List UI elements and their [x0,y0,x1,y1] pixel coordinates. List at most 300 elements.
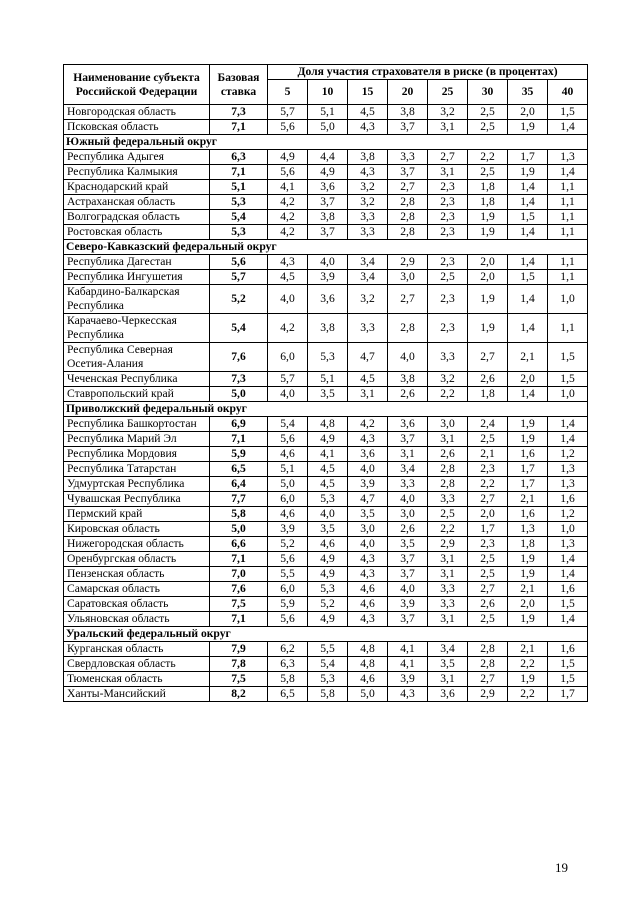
table-row [64,314,588,343]
share-value-cell: 1,4 [508,180,548,195]
share-value-cell: 2,3 [428,195,468,210]
table-row [64,225,588,240]
share-value-cell: 2,2 [508,687,548,702]
table-row [64,477,588,492]
base-rate-cell: 5,1 [210,180,268,195]
share-value-cell: 6,0 [268,582,308,597]
share-value-cell: 1,0 [548,522,588,537]
share-value-cell: 2,3 [428,225,468,240]
share-value-cell: 5,7 [268,372,308,387]
share-value-cell: 1,6 [508,507,548,522]
region-name: Республика Северная Осетия-Алания [64,343,210,372]
share-value-cell: 2,7 [428,150,468,165]
share-value-cell: 5,7 [268,105,308,120]
share-value-cell: 1,4 [508,314,548,343]
share-value-cell: 3,6 [308,285,348,314]
share-value-cell: 2,2 [508,657,548,672]
share-value-cell: 4,3 [348,567,388,582]
share-value-cell: 4,1 [388,642,428,657]
percent-header-10: 10 [308,80,348,105]
share-value-cell: 4,8 [348,642,388,657]
share-value-cell: 3,8 [348,150,388,165]
base-rate-cell: 7,5 [210,672,268,687]
share-value-cell: 2,5 [468,105,508,120]
share-value-cell: 2,1 [468,447,508,462]
region-name: Свердловская область [64,657,210,672]
share-value-cell: 1,7 [548,687,588,702]
region-name: Удмуртская Республика [64,477,210,492]
share-value-cell: 1,1 [548,180,588,195]
share-value-cell: 1,1 [548,314,588,343]
table-row [64,612,588,627]
share-value-cell: 3,7 [308,225,348,240]
table-row [64,507,588,522]
region-name: Краснодарский край [64,180,210,195]
base-rate-cell: 5,4 [210,314,268,343]
share-value-cell: 2,2 [428,522,468,537]
share-value-cell: 4,5 [268,270,308,285]
share-value-cell: 4,5 [348,105,388,120]
share-value-cell: 1,8 [508,537,548,552]
share-value-cell: 1,9 [508,612,548,627]
region-name: Новгородская область [64,105,210,120]
region-name: Республика Татарстан [64,462,210,477]
table-row [64,447,588,462]
share-value-cell: 3,5 [308,522,348,537]
share-value-cell: 1,4 [508,225,548,240]
share-value-cell: 5,0 [268,477,308,492]
share-value-cell: 4,9 [308,552,348,567]
share-value-cell: 2,7 [388,285,428,314]
share-value-cell: 1,9 [508,432,548,447]
share-value-cell: 2,3 [428,255,468,270]
share-value-cell: 2,3 [428,285,468,314]
base-rate-cell: 6,6 [210,537,268,552]
percent-header-5: 5 [268,80,308,105]
share-value-cell: 3,2 [428,105,468,120]
base-rate-cell: 7,3 [210,372,268,387]
share-value-cell: 3,6 [388,417,428,432]
share-value-cell: 1,7 [468,522,508,537]
region-name: Республика Калмыкия [64,165,210,180]
share-value-cell: 3,7 [308,195,348,210]
region-name: Оренбургская область [64,552,210,567]
share-value-cell: 1,1 [548,195,588,210]
share-value-cell: 2,6 [388,387,428,402]
share-value-cell: 3,2 [348,180,388,195]
share-value-cell: 2,7 [468,672,508,687]
base-rate-cell: 5,9 [210,447,268,462]
table-row [64,657,588,672]
share-value-cell: 1,1 [548,270,588,285]
share-value-cell: 4,0 [388,582,428,597]
share-value-cell: 1,5 [548,657,588,672]
share-value-cell: 1,0 [548,285,588,314]
share-value-cell: 1,3 [548,477,588,492]
share-value-cell: 2,1 [508,343,548,372]
base-rate-cell: 7,8 [210,657,268,672]
share-value-cell: 3,2 [428,372,468,387]
table-row [64,492,588,507]
share-value-cell: 3,1 [428,552,468,567]
share-value-cell: 4,2 [268,225,308,240]
table-row [64,672,588,687]
table-row [64,180,588,195]
share-value-cell: 1,4 [548,417,588,432]
share-value-cell: 2,0 [508,597,548,612]
share-value-cell: 2,5 [468,567,508,582]
share-value-cell: 1,2 [548,507,588,522]
share-value-cell: 4,3 [268,255,308,270]
percent-header-40: 40 [548,80,588,105]
share-value-cell: 3,9 [388,672,428,687]
share-value-cell: 3,0 [388,507,428,522]
share-value-cell: 1,5 [548,105,588,120]
share-value-cell: 5,0 [348,687,388,702]
base-rate-cell: 5,8 [210,507,268,522]
share-value-cell: 1,9 [508,120,548,135]
insurance-rates-table [63,64,588,702]
share-value-cell: 3,3 [428,343,468,372]
share-value-cell: 4,2 [348,417,388,432]
share-value-cell: 3,3 [428,492,468,507]
base-rate-cell: 6,5 [210,462,268,477]
share-value-cell: 2,6 [428,447,468,462]
share-value-cell: 4,7 [348,343,388,372]
share-value-cell: 4,0 [268,285,308,314]
table-row [64,270,588,285]
share-value-cell: 4,6 [268,507,308,522]
share-value-cell: 1,4 [508,255,548,270]
share-value-cell: 3,4 [428,642,468,657]
base-rate-cell: 7,6 [210,582,268,597]
share-value-cell: 3,7 [388,552,428,567]
share-value-cell: 1,1 [548,225,588,240]
base-rate-cell: 5,0 [210,387,268,402]
share-value-cell: 1,5 [548,343,588,372]
share-value-cell: 4,1 [388,657,428,672]
share-value-cell: 2,0 [468,255,508,270]
share-value-cell: 5,2 [308,597,348,612]
share-value-cell: 5,3 [308,672,348,687]
share-value-cell: 4,6 [348,582,388,597]
base-rate-cell: 7,1 [210,120,268,135]
percent-header-35: 35 [508,80,548,105]
share-value-cell: 1,5 [508,210,548,225]
share-value-cell: 1,3 [548,150,588,165]
district-header-row [64,135,588,150]
table-row [64,285,588,314]
share-value-cell: 3,6 [308,180,348,195]
share-value-cell: 4,6 [348,597,388,612]
share-value-cell: 2,9 [388,255,428,270]
share-value-cell: 4,8 [348,657,388,672]
share-value-cell: 3,4 [348,255,388,270]
table-row [64,552,588,567]
share-value-cell: 4,5 [308,462,348,477]
share-value-cell: 3,8 [308,314,348,343]
base-rate-cell: 5,0 [210,522,268,537]
share-value-cell: 3,3 [388,150,428,165]
share-value-cell: 1,4 [548,612,588,627]
share-value-cell: 6,0 [268,492,308,507]
share-value-cell: 5,1 [308,372,348,387]
share-value-cell: 2,8 [428,477,468,492]
percent-header-20: 20 [388,80,428,105]
share-value-cell: 4,9 [268,150,308,165]
base-rate-cell: 7,0 [210,567,268,582]
share-value-cell: 1,5 [508,270,548,285]
share-value-cell: 1,0 [548,387,588,402]
share-value-cell: 1,1 [548,255,588,270]
share-value-cell: 2,8 [468,642,508,657]
share-value-cell: 1,2 [548,447,588,462]
table-row [64,522,588,537]
share-value-cell: 1,4 [548,552,588,567]
percent-header-30: 30 [468,80,508,105]
share-value-cell: 2,3 [468,462,508,477]
base-rate-cell: 5,4 [210,210,268,225]
share-value-cell: 3,8 [308,210,348,225]
table-header [64,65,588,105]
base-rate-cell: 5,6 [210,255,268,270]
share-value-cell: 2,4 [468,417,508,432]
region-name: Чеченская Республика [64,372,210,387]
share-value-cell: 3,1 [428,165,468,180]
share-value-cell: 1,4 [508,195,548,210]
share-value-cell: 4,6 [268,447,308,462]
base-rate-cell: 5,3 [210,225,268,240]
base-rate-cell: 7,6 [210,343,268,372]
share-value-cell: 5,3 [308,492,348,507]
share-value-cell: 5,6 [268,165,308,180]
table-row [64,567,588,582]
share-value-cell: 4,9 [308,612,348,627]
share-value-cell: 1,4 [548,120,588,135]
table-row [64,537,588,552]
base-rate-cell: 5,2 [210,285,268,314]
region-name: Кировская область [64,522,210,537]
table-row [64,195,588,210]
share-value-cell: 6,0 [268,343,308,372]
share-value-cell: 1,4 [508,387,548,402]
share-value-cell: 3,4 [388,462,428,477]
share-value-cell: 3,0 [348,522,388,537]
share-value-cell: 1,9 [508,567,548,582]
region-name: Саратовская область [64,597,210,612]
share-value-cell: 6,5 [268,687,308,702]
region-name: Тюменская область [64,672,210,687]
share-value-cell: 2,8 [388,210,428,225]
share-value-cell: 3,5 [428,657,468,672]
share-value-cell: 2,5 [468,165,508,180]
share-value-cell: 3,4 [348,270,388,285]
share-value-cell: 5,6 [268,120,308,135]
share-value-cell: 3,7 [388,432,428,447]
share-value-cell: 1,4 [508,285,548,314]
share-value-cell: 5,1 [268,462,308,477]
table-body [64,105,588,702]
share-value-cell: 1,9 [508,672,548,687]
share-value-cell: 3,1 [388,447,428,462]
share-value-cell: 4,0 [348,462,388,477]
share-value-cell: 2,5 [468,120,508,135]
share-value-cell: 4,9 [308,567,348,582]
share-value-cell: 3,3 [388,477,428,492]
share-value-cell: 2,0 [508,372,548,387]
table-row [64,417,588,432]
share-value-cell: 5,6 [268,612,308,627]
share-value-cell: 4,3 [348,432,388,447]
region-name: Ульяновская область [64,612,210,627]
district-title: Северо-Кавказский федеральный округ [64,240,588,255]
share-value-cell: 5,8 [268,672,308,687]
share-value-cell: 1,4 [548,165,588,180]
share-value-cell: 3,7 [388,120,428,135]
share-value-cell: 3,2 [348,285,388,314]
base-rate-cell: 6,3 [210,150,268,165]
region-name: Республика Ингушетия [64,270,210,285]
share-value-cell: 5,3 [308,582,348,597]
share-value-cell: 4,3 [348,612,388,627]
share-value-cell: 3,3 [348,314,388,343]
share-value-cell: 2,0 [508,105,548,120]
base-rate-cell: 7,3 [210,105,268,120]
share-value-cell: 5,6 [268,552,308,567]
share-value-cell: 2,6 [468,597,508,612]
table-row [64,642,588,657]
share-value-cell: 4,1 [308,447,348,462]
share-value-cell: 2,3 [428,180,468,195]
share-value-cell: 5,3 [308,343,348,372]
share-value-cell: 2,3 [468,537,508,552]
share-value-cell: 3,6 [428,687,468,702]
share-value-cell: 1,6 [508,447,548,462]
share-value-cell: 3,8 [388,372,428,387]
district-header-row [64,627,588,642]
share-value-cell: 2,0 [468,507,508,522]
table-row [64,687,588,702]
share-value-cell: 2,8 [428,462,468,477]
share-value-cell: 5,1 [308,105,348,120]
district-title: Уральский федеральный округ [64,627,588,642]
share-value-cell: 3,0 [428,417,468,432]
share-value-cell: 5,5 [268,567,308,582]
share-value-cell: 2,8 [468,657,508,672]
table-row [64,372,588,387]
region-name: Республика Адыгея [64,150,210,165]
share-value-cell: 5,5 [308,642,348,657]
table-row [64,210,588,225]
base-rate-cell: 7,1 [210,552,268,567]
region-name: Карачаево-Черкесская Республика [64,314,210,343]
share-value-cell: 2,1 [508,582,548,597]
table-row [64,462,588,477]
region-name: Республика Башкортостан [64,417,210,432]
share-value-cell: 2,2 [468,477,508,492]
share-value-cell: 5,4 [268,417,308,432]
share-value-cell: 4,9 [308,165,348,180]
percent-header-25: 25 [428,80,468,105]
share-value-cell: 4,3 [388,687,428,702]
share-value-cell: 3,8 [388,105,428,120]
share-value-cell: 4,2 [268,314,308,343]
district-title: Южный федеральный округ [64,135,588,150]
share-value-cell: 1,7 [508,150,548,165]
share-value-cell: 5,0 [308,120,348,135]
share-value-cell: 2,2 [428,387,468,402]
share-value-cell: 4,8 [308,417,348,432]
share-value-cell: 3,3 [428,597,468,612]
share-value-cell: 1,9 [508,417,548,432]
base-rate-cell: 7,9 [210,642,268,657]
table-row [64,582,588,597]
share-value-cell: 3,0 [388,270,428,285]
base-rate-cell: 5,3 [210,195,268,210]
page-number: 19 [555,860,568,875]
region-name: Псковская область [64,120,210,135]
share-value-cell: 1,9 [468,225,508,240]
share-value-cell: 1,8 [468,195,508,210]
share-value-cell: 2,5 [468,612,508,627]
share-value-cell: 1,9 [468,210,508,225]
share-value-cell: 2,8 [388,314,428,343]
share-value-cell: 3,1 [428,567,468,582]
share-value-cell: 4,9 [308,432,348,447]
share-value-cell: 5,9 [268,597,308,612]
share-value-cell: 2,3 [428,314,468,343]
share-value-cell: 1,9 [468,314,508,343]
share-value-cell: 3,9 [388,597,428,612]
region-name: Кабардино-Балкарская Республика [64,285,210,314]
share-value-cell: 2,8 [388,225,428,240]
share-value-cell: 4,3 [348,120,388,135]
column-header-share-group: Доля участия страхователя в риске (в процентах) [268,65,588,80]
share-value-cell: 3,3 [428,582,468,597]
share-value-cell: 1,7 [508,477,548,492]
region-name: Волгоградская область [64,210,210,225]
share-value-cell: 2,5 [428,507,468,522]
share-value-cell: 4,3 [348,552,388,567]
share-value-cell: 3,5 [348,507,388,522]
share-value-cell: 1,8 [468,180,508,195]
share-value-cell: 4,4 [308,150,348,165]
share-value-cell: 2,0 [468,270,508,285]
share-value-cell: 1,1 [548,210,588,225]
share-value-cell: 4,0 [348,537,388,552]
base-rate-cell: 6,9 [210,417,268,432]
share-value-cell: 4,5 [308,477,348,492]
share-value-cell: 2,1 [508,642,548,657]
share-value-cell: 1,5 [548,597,588,612]
share-value-cell: 1,3 [508,522,548,537]
share-value-cell: 3,1 [428,120,468,135]
region-name: Республика Дагестан [64,255,210,270]
share-value-cell: 1,7 [508,462,548,477]
table-row [64,432,588,447]
share-value-cell: 2,9 [428,537,468,552]
table-row [64,120,588,135]
share-value-cell: 3,1 [428,432,468,447]
share-value-cell: 2,7 [468,582,508,597]
table-row [64,387,588,402]
region-name: Самарская область [64,582,210,597]
share-value-cell: 1,9 [508,552,548,567]
base-rate-cell: 8,2 [210,687,268,702]
column-header-name: Наименование субъекта Российской Федерации [64,65,210,105]
base-rate-cell: 7,1 [210,165,268,180]
base-rate-cell: 7,5 [210,597,268,612]
